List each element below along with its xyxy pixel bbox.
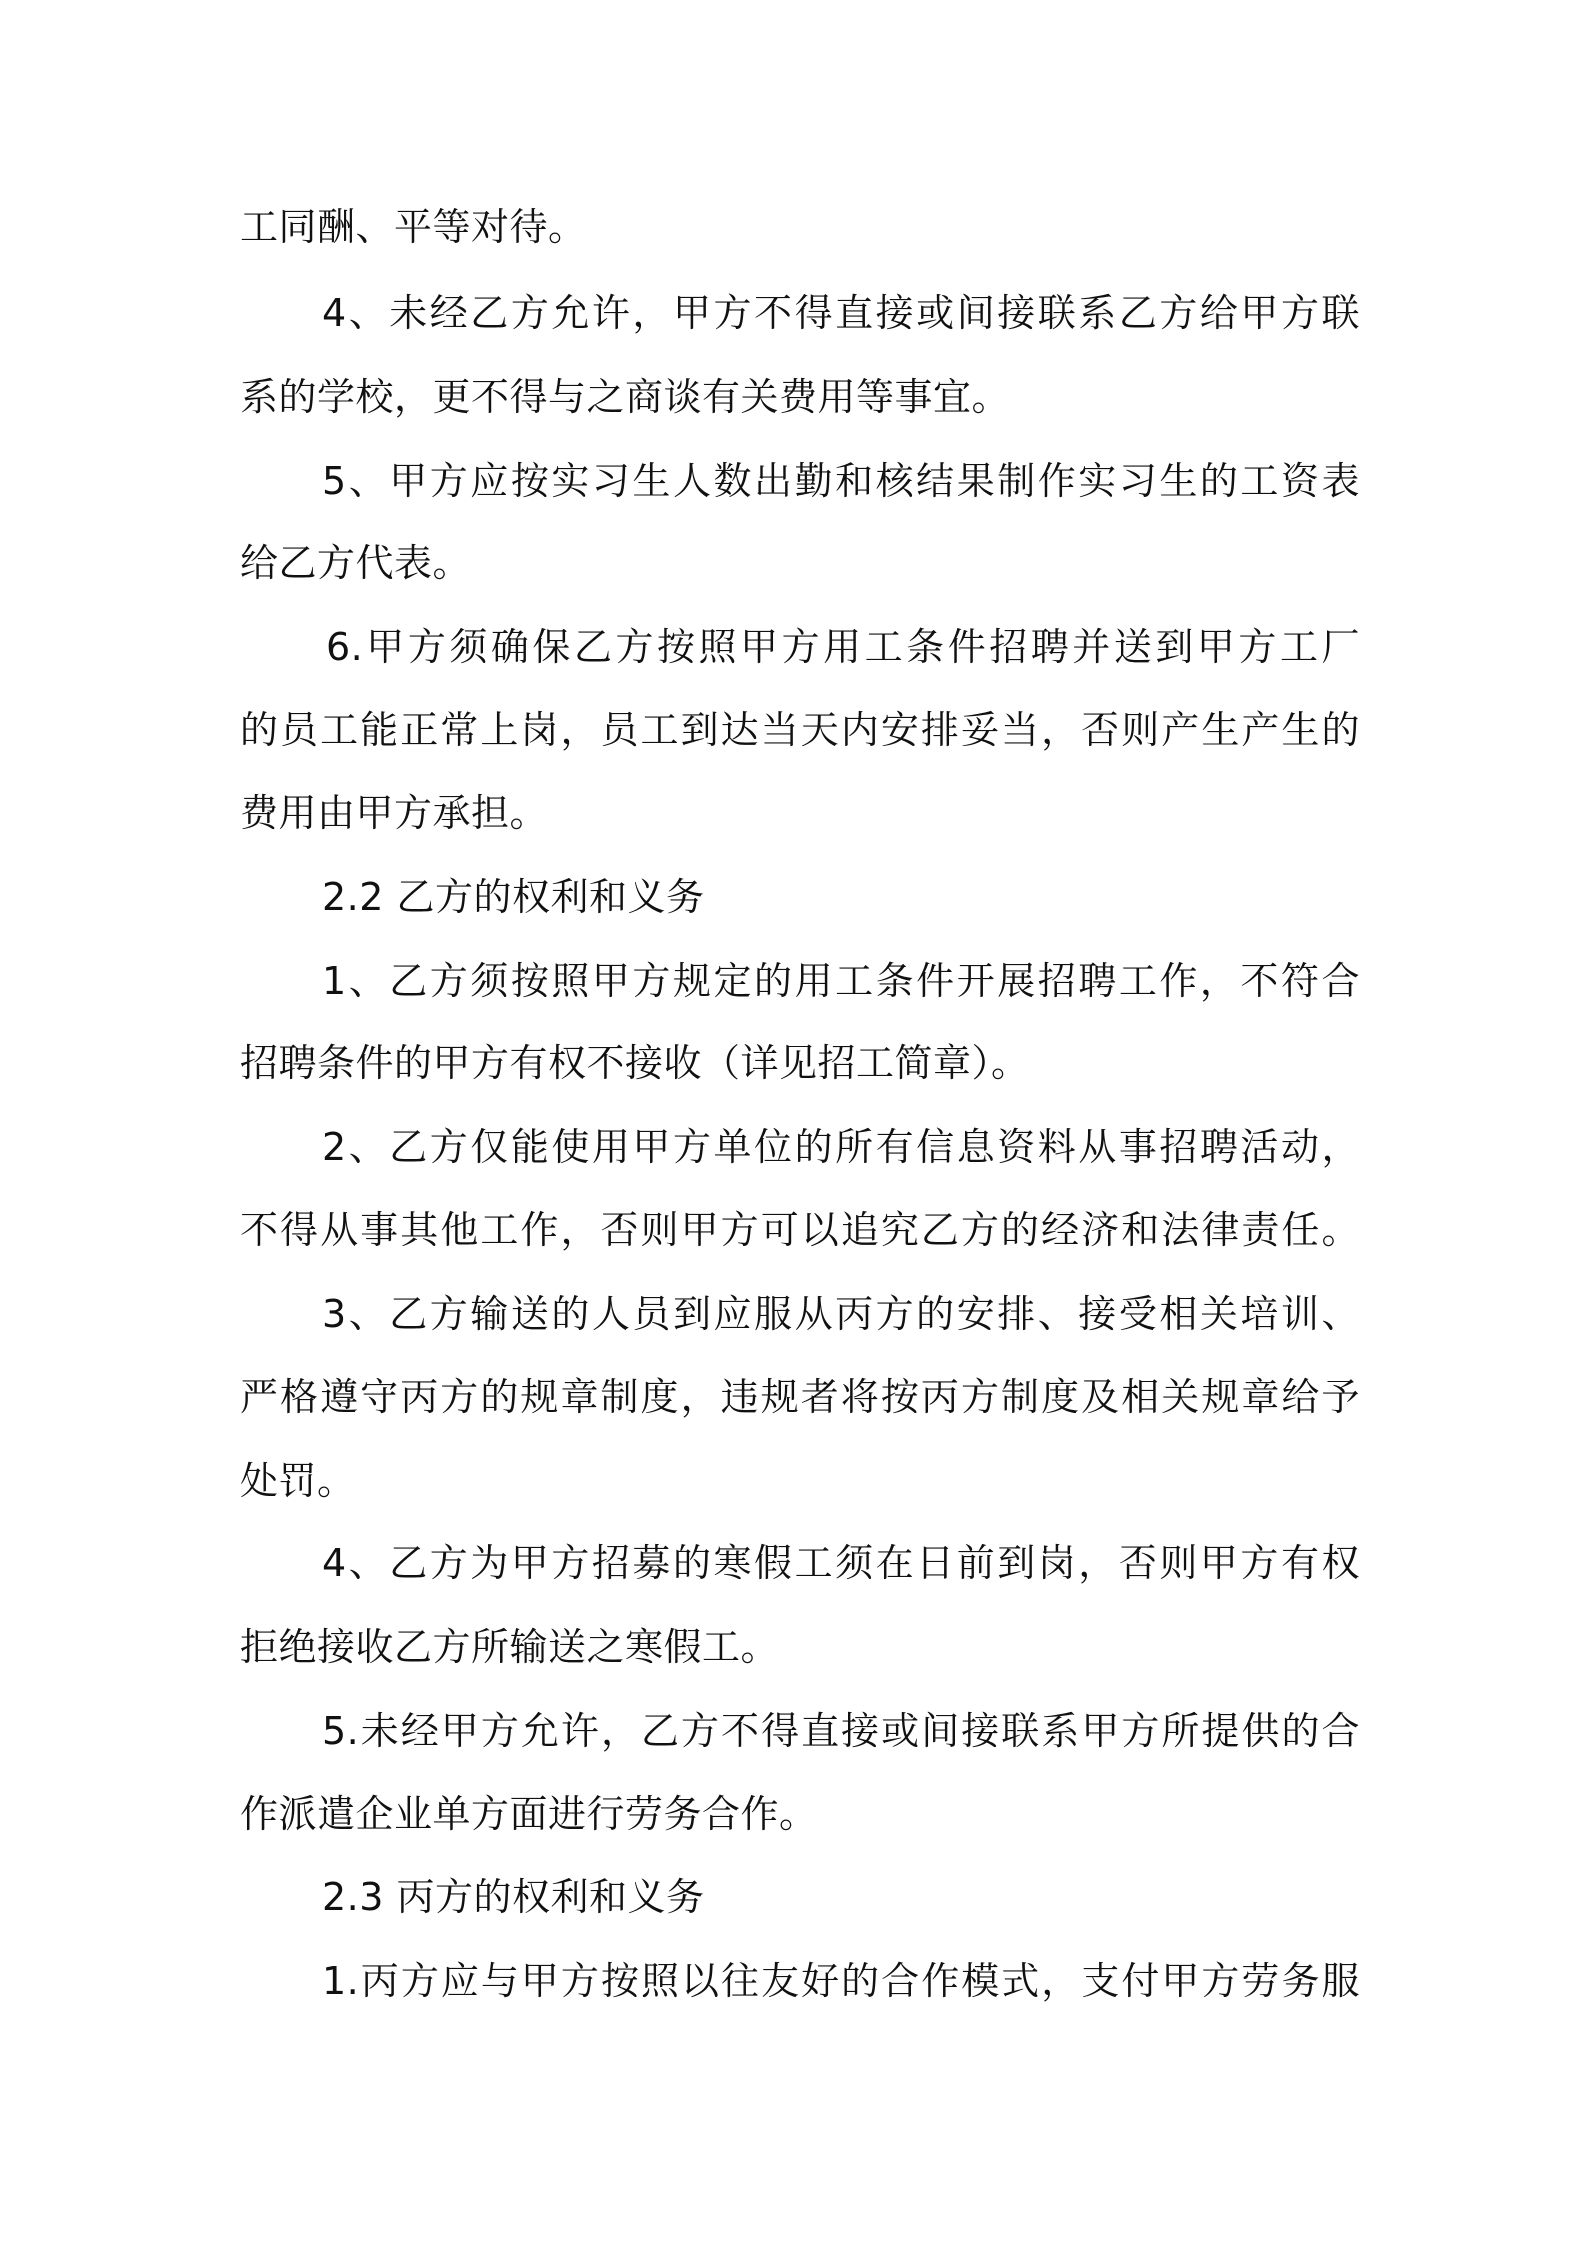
section-heading: 2.2 乙方的权利和义务 — [322, 875, 705, 919]
text-line: 3、乙方输送的人员到应服从丙方的安排、接受相关培训、 — [322, 1292, 1360, 1336]
text-line: 1、乙方须按照甲方规定的用工条件开展招聘工作，不符合 — [322, 959, 1360, 1003]
text-line: 不得从事其他工作，否则甲方可以追究乙方的经济和法律责任。 — [240, 1208, 1360, 1252]
text-line: 2、乙方仅能使用甲方单位的所有信息资料从事招聘活动， — [322, 1125, 1360, 1169]
text-line: 费用由甲方承担。 — [240, 791, 549, 835]
text-line: 6.甲方须确保乙方按照甲方用工条件招聘并送到甲方工厂 — [326, 625, 1360, 669]
text-line: 拒绝接收乙方所输送之寒假工。 — [240, 1625, 780, 1669]
text-line: 工同酬、平等对待。 — [240, 205, 587, 249]
text-line: 作派遣企业单方面进行劳务合作。 — [240, 1792, 818, 1836]
text-line: 4、未经乙方允许，甲方不得直接或间接联系乙方给甲方联 — [322, 291, 1360, 335]
text-line: 招聘条件的甲方有权不接收（详见招工简章）。 — [240, 1041, 1030, 1085]
text-line: 的员工能正常上岗，员工到达当天内安排妥当，否则产生产生的 — [240, 708, 1360, 752]
section-heading: 2.3 丙方的权利和义务 — [322, 1875, 705, 1919]
text-line: 给乙方代表。 — [240, 541, 472, 585]
text-line: 处罚。 — [240, 1459, 356, 1503]
text-line: 1.丙方应与甲方按照以往友好的合作模式，支付甲方劳务服 — [322, 1959, 1360, 2003]
text-line: 严格遵守丙方的规章制度，违规者将按丙方制度及相关规章给予 — [240, 1375, 1360, 1419]
text-line: 系的学校，更不得与之商谈有关费用等事宜。 — [240, 375, 1011, 419]
text-line: 5、甲方应按实习生人数出勤和核结果制作实习生的工资表 — [322, 459, 1360, 503]
text-line: 5.未经甲方允许，乙方不得直接或间接联系甲方所提供的合 — [322, 1709, 1360, 1753]
text-line: 4、乙方为甲方招募的寒假工须在日前到岗，否则甲方有权 — [322, 1541, 1360, 1585]
